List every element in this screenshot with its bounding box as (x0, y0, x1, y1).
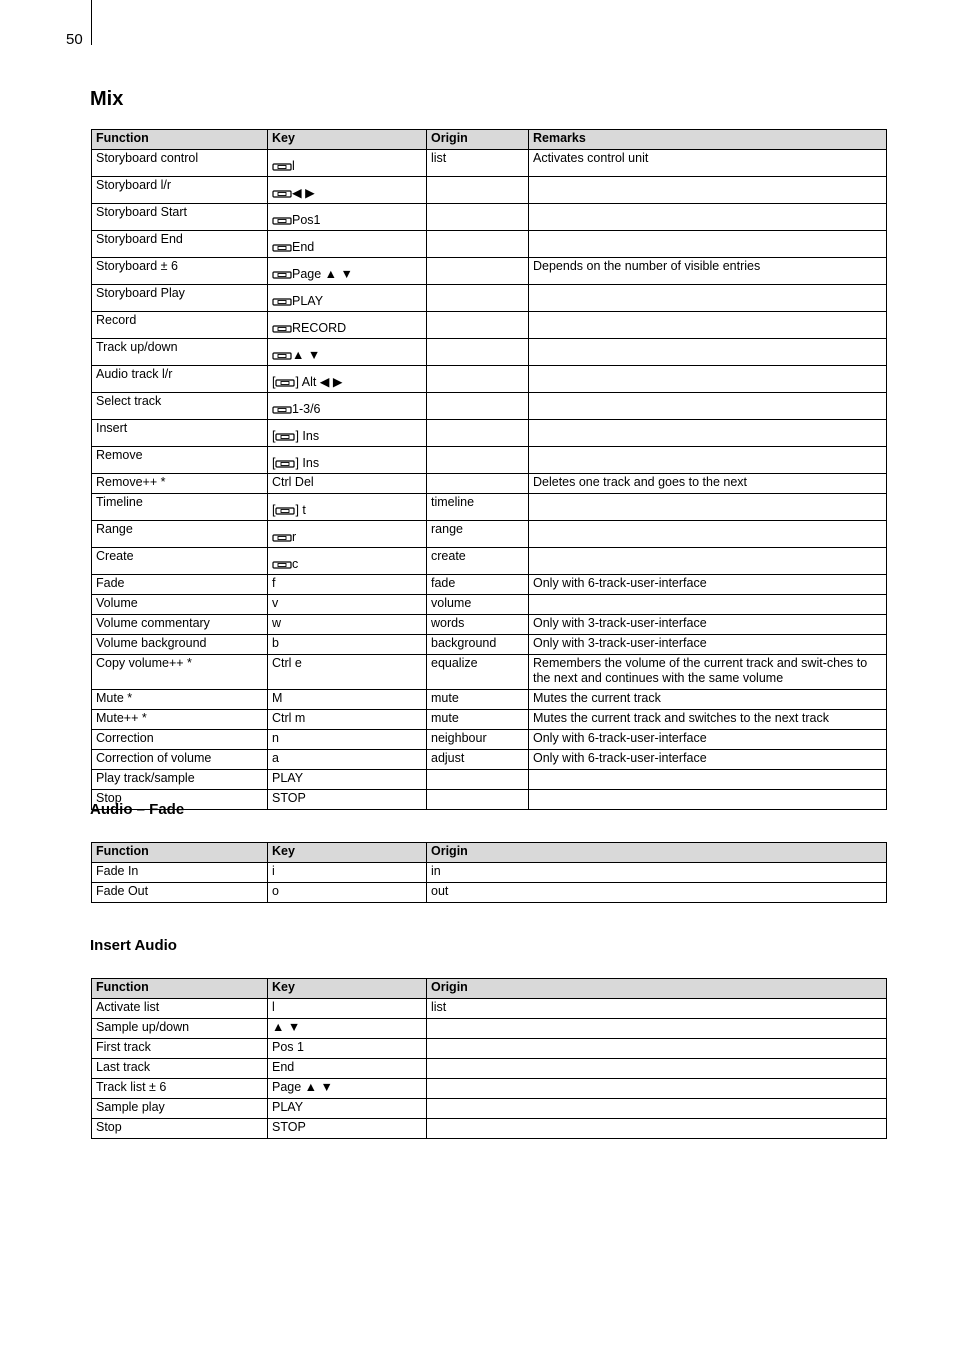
remarks-cell: Only with 6-track-user-interface (529, 730, 887, 750)
origin-cell (427, 1019, 887, 1039)
origin-cell (427, 447, 529, 474)
key-cell (268, 635, 427, 655)
key-text: M (272, 691, 283, 706)
remarks-cell: Only with 6-track-user-interface (529, 575, 887, 595)
key-cell (268, 150, 427, 177)
key-cell (268, 730, 427, 750)
table-row (92, 1079, 887, 1099)
remote-control-icon (272, 533, 292, 543)
origin-cell (427, 177, 529, 204)
key-text: STOP (272, 791, 306, 806)
function-cell: Storyboard l/r (92, 177, 268, 204)
function-cell: First track (92, 1039, 268, 1059)
key-prefix: [ (272, 456, 276, 470)
key-cell (268, 575, 427, 595)
table-row (92, 521, 887, 548)
function-cell: Volume commentary (92, 615, 268, 635)
table-row (92, 420, 887, 447)
function-cell: Storyboard End (92, 231, 268, 258)
origin-cell (427, 474, 529, 494)
column-header: Remarks (529, 130, 887, 150)
key-text: ◀ ▶ (292, 186, 315, 200)
function-cell: Sample up/down (92, 1019, 268, 1039)
column-header: Key (268, 979, 427, 999)
table-row (92, 750, 887, 770)
remarks-cell (529, 204, 887, 231)
remote-control-icon (272, 216, 292, 226)
remote-control-icon (272, 405, 292, 415)
function-cell: Activate list (92, 999, 268, 1019)
function-cell: Last track (92, 1059, 268, 1079)
key-text: End (292, 240, 315, 254)
insert-table-header (92, 979, 887, 999)
origin-cell: neighbour (427, 730, 529, 750)
table-row (92, 150, 887, 177)
function-cell: Track up/down (92, 339, 268, 366)
table-row (92, 312, 887, 339)
table-row (92, 393, 887, 420)
origin-cell: mute (427, 710, 529, 730)
table-row (92, 655, 887, 690)
remarks-cell (529, 231, 887, 258)
origin-cell (427, 258, 529, 285)
key-cell (268, 258, 427, 285)
section-title-audio-fade: Audio – Fade (90, 801, 185, 818)
function-cell: Fade In (92, 863, 268, 883)
key-text: ] t (295, 503, 306, 517)
table-row (92, 730, 887, 750)
origin-cell (427, 1099, 887, 1119)
function-cell: Storyboard Play (92, 285, 268, 312)
remote-control-icon (275, 506, 295, 516)
key-cell: PLAY (268, 1099, 427, 1119)
remote-control-icon (275, 432, 295, 442)
origin-cell (427, 366, 529, 393)
column-header: Function (92, 979, 268, 999)
key-cell (268, 231, 427, 258)
remote-control-icon (272, 243, 292, 253)
key-text: l (292, 159, 295, 173)
key-cell: Page ▲ ▼ (268, 1079, 427, 1099)
remarks-cell (529, 595, 887, 615)
origin-cell (427, 1039, 887, 1059)
function-cell: Record (92, 312, 268, 339)
origin-cell: equalize (427, 655, 529, 690)
origin-cell: volume (427, 595, 529, 615)
column-header: Origin (427, 979, 887, 999)
table-row (92, 863, 887, 883)
remote-control-icon (275, 459, 295, 469)
key-text: b (272, 636, 279, 651)
key-cell (268, 393, 427, 420)
key-cell: Pos 1 (268, 1039, 427, 1059)
key-cell (268, 690, 427, 710)
key-prefix: [ (272, 503, 276, 517)
remote-control-icon (272, 297, 292, 307)
key-cell: l (268, 999, 427, 1019)
key-cell: STOP (268, 1119, 427, 1139)
function-cell: Storyboard ± 6 (92, 258, 268, 285)
function-cell: Correction (92, 730, 268, 750)
column-header: Function (92, 843, 268, 863)
key-text: Pos1 (292, 213, 321, 227)
origin-cell: words (427, 615, 529, 635)
table-row (92, 231, 887, 258)
key-cell (268, 420, 427, 447)
key-cell (268, 615, 427, 635)
audio-fade-table (91, 842, 887, 903)
function-cell: Storyboard control (92, 150, 268, 177)
key-text: c (292, 557, 299, 571)
function-cell: Stop (92, 1119, 268, 1139)
table-row (92, 339, 887, 366)
key-text: ▲ ▼ (292, 348, 321, 362)
remarks-cell: Activates control unit (529, 150, 887, 177)
function-cell: Stop (92, 790, 268, 810)
function-cell: Fade Out (92, 883, 268, 903)
origin-cell: list (427, 999, 887, 1019)
origin-cell (427, 1119, 887, 1139)
origin-cell (427, 204, 529, 231)
key-cell: ▲ ▼ (268, 1019, 427, 1039)
key-text: Page ▲ ▼ (292, 267, 353, 281)
origin-cell (427, 285, 529, 312)
section-title-insert-audio: Insert Audio (90, 937, 177, 954)
remarks-cell (529, 790, 887, 810)
function-cell: Fade (92, 575, 268, 595)
remote-control-icon (272, 351, 292, 361)
origin-cell (427, 770, 529, 790)
table-row (92, 258, 887, 285)
function-cell: Correction of volume (92, 750, 268, 770)
function-cell: Sample play (92, 1099, 268, 1119)
remarks-cell: Mutes the current track (529, 690, 887, 710)
table-row (92, 366, 887, 393)
key-text: Ctrl e (272, 656, 302, 671)
origin-cell (427, 790, 529, 810)
table-row (92, 690, 887, 710)
key-cell (268, 521, 427, 548)
key-text: f (272, 576, 276, 591)
key-cell (268, 655, 427, 690)
remote-control-icon (272, 560, 292, 570)
function-cell: Remove++ * (92, 474, 268, 494)
remarks-cell: Depends on the number of visible entries (529, 258, 887, 285)
table-row (92, 710, 887, 730)
remarks-cell (529, 447, 887, 474)
remarks-cell (529, 770, 887, 790)
function-cell: Select track (92, 393, 268, 420)
origin-cell: timeline (427, 494, 529, 521)
remarks-cell (529, 339, 887, 366)
table-row (92, 1039, 887, 1059)
key-cell: i (268, 863, 427, 883)
function-cell: Play track/sample (92, 770, 268, 790)
remarks-cell (529, 494, 887, 521)
key-text: a (272, 751, 279, 766)
function-cell: Audio track l/r (92, 366, 268, 393)
table-row (92, 1099, 887, 1119)
origin-cell: create (427, 548, 529, 575)
column-header: Function (92, 130, 268, 150)
table-row (92, 447, 887, 474)
origin-cell: range (427, 521, 529, 548)
remarks-cell: Only with 3-track-user-interface (529, 635, 887, 655)
key-text: Ctrl Del (272, 475, 314, 490)
key-cell (268, 339, 427, 366)
table-row (92, 285, 887, 312)
fade-table-header (92, 843, 887, 863)
remarks-cell (529, 420, 887, 447)
key-cell: End (268, 1059, 427, 1079)
key-text: ] Ins (295, 429, 320, 443)
origin-cell: in (427, 863, 887, 883)
remote-control-icon (272, 189, 292, 199)
origin-cell: list (427, 150, 529, 177)
key-cell (268, 177, 427, 204)
key-cell (268, 447, 427, 474)
origin-cell: adjust (427, 750, 529, 770)
function-cell: Mute * (92, 690, 268, 710)
origin-cell: fade (427, 575, 529, 595)
remarks-cell: Only with 3-track-user-interface (529, 615, 887, 635)
function-cell: Mute++ * (92, 710, 268, 730)
origin-cell (427, 339, 529, 366)
key-text: ] Alt ◀ ▶ (295, 375, 343, 389)
remote-control-icon (275, 378, 295, 388)
origin-cell (427, 1059, 887, 1079)
function-cell: Insert (92, 420, 268, 447)
key-text: PLAY (292, 294, 324, 308)
function-cell: Volume background (92, 635, 268, 655)
key-cell (268, 750, 427, 770)
key-text: r (292, 530, 297, 544)
key-text: ] Ins (295, 456, 320, 470)
key-text: RECORD (292, 321, 347, 335)
remote-control-icon (272, 270, 292, 280)
table-row (92, 999, 887, 1019)
key-cell (268, 366, 427, 393)
remarks-cell: Mutes the current track and switches to the next track (529, 710, 887, 730)
table-row (92, 635, 887, 655)
remarks-cell (529, 177, 887, 204)
remarks-cell (529, 285, 887, 312)
key-prefix: [ (272, 375, 276, 389)
column-header: Key (268, 843, 427, 863)
origin-cell (427, 1079, 887, 1099)
function-cell: Volume (92, 595, 268, 615)
table-row (92, 1059, 887, 1079)
key-text: n (272, 731, 279, 746)
table-row (92, 494, 887, 521)
origin-cell: background (427, 635, 529, 655)
column-header: Origin (427, 130, 529, 150)
key-cell (268, 595, 427, 615)
key-cell: o (268, 883, 427, 903)
function-cell: Copy volume++ * (92, 655, 268, 690)
key-cell (268, 548, 427, 575)
key-cell (268, 204, 427, 231)
key-cell (268, 494, 427, 521)
origin-cell (427, 393, 529, 420)
remarks-cell (529, 366, 887, 393)
table-row (92, 1119, 887, 1139)
function-cell: Create (92, 548, 268, 575)
table-row (92, 790, 887, 810)
remarks-cell (529, 393, 887, 420)
key-text: 1-3/6 (292, 402, 321, 416)
origin-cell (427, 231, 529, 258)
remarks-cell (529, 312, 887, 339)
function-cell: Timeline (92, 494, 268, 521)
remarks-cell: Deletes one track and goes to the next (529, 474, 887, 494)
key-cell (268, 312, 427, 339)
remarks-cell: Remembers the volume of the current track and swit-ches to the next and continues with the same volume (529, 655, 887, 690)
remarks-cell (529, 548, 887, 575)
table-row (92, 595, 887, 615)
key-cell (268, 790, 427, 810)
remote-control-icon (272, 324, 292, 334)
mix-table-header (92, 130, 887, 150)
insert-audio-table (91, 978, 887, 1139)
origin-cell: mute (427, 690, 529, 710)
page-number: 50 (66, 31, 83, 48)
table-row (92, 770, 887, 790)
origin-cell (427, 420, 529, 447)
key-cell (268, 770, 427, 790)
page-margin-rule (91, 0, 92, 45)
table-row (92, 575, 887, 595)
function-cell: Remove (92, 447, 268, 474)
column-header: Key (268, 130, 427, 150)
section-title-mix: Mix (90, 88, 124, 110)
column-header: Origin (427, 843, 887, 863)
table-row (92, 204, 887, 231)
mix-table (91, 129, 887, 810)
origin-cell (427, 312, 529, 339)
table-row (92, 548, 887, 575)
function-cell: Track list ± 6 (92, 1079, 268, 1099)
table-row (92, 1019, 887, 1039)
function-cell: Storyboard Start (92, 204, 268, 231)
key-text: v (272, 596, 279, 611)
origin-cell: out (427, 883, 887, 903)
key-text: PLAY (272, 771, 304, 786)
key-text: w (272, 616, 282, 631)
table-row (92, 615, 887, 635)
key-text: Ctrl m (272, 711, 306, 726)
key-cell (268, 710, 427, 730)
key-prefix: [ (272, 429, 276, 443)
remarks-cell: Only with 6-track-user-interface (529, 750, 887, 770)
key-cell (268, 474, 427, 494)
table-row (92, 883, 887, 903)
table-row (92, 474, 887, 494)
key-cell (268, 285, 427, 312)
table-row (92, 177, 887, 204)
remarks-cell (529, 521, 887, 548)
function-cell: Range (92, 521, 268, 548)
remote-control-icon (272, 162, 292, 172)
